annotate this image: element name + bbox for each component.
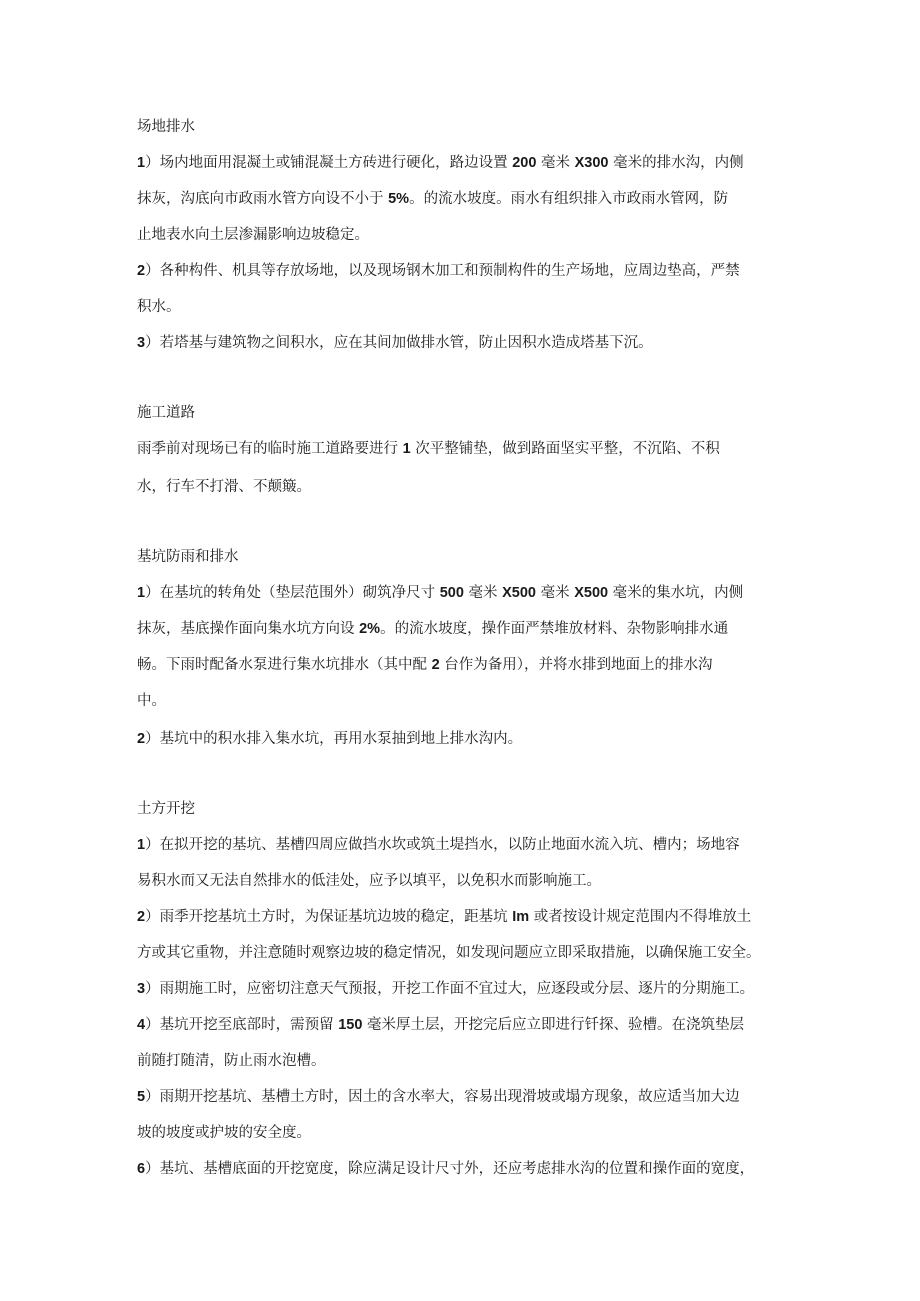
- section-heading: 土方开挖: [137, 801, 195, 817]
- paragraph-line: 1）在拟开挖的基坑、基槽四周应做挡水坎或筑土堤挡水，以防止地面水流入坑、槽内；场地容: [137, 837, 740, 853]
- paragraph-line: 止地表水向土层渗漏影响边坡稳定。: [137, 227, 369, 243]
- paragraph-line: 2）雨季开挖基坑土方时，为保证基坑边坡的稳定，距基坑 Im 或者按设计规定范围内不得堆放土: [137, 909, 752, 925]
- paragraph-line: 1）场内地面用混凝土或铺混凝土方砖进行硬化，路边设置 200 毫米 X300 毫米的排水沟，内侧: [137, 155, 744, 171]
- paragraph-line: 畅。下雨时配备水泵进行集水坑排水（其中配 2 台作为备用），并将水排到地面上的排水沟: [137, 657, 713, 673]
- paragraph-line: 前随打随清，防止雨水泡槽。: [137, 1053, 326, 1069]
- paragraph-line: 3）雨期施工时，应密切注意天气预报，开挖工作面不宜过大，应逐段或分层、逐片的分期施工。: [137, 981, 755, 997]
- paragraph-line: 2）基坑中的积水排入集水坑，再用水泵抽到地上排水沟内。: [137, 731, 523, 747]
- paragraph-line: 2）各种构件、机具等存放场地，以及现场钢木加工和预制构件的生产场地，应周边垫高，严禁: [137, 263, 740, 279]
- paragraph-line: 方或其它重物，并注意随时观察边坡的稳定情况，如发现问题应立即采取措施，以确保施工安全。: [137, 945, 761, 961]
- paragraph-line: 积水。: [137, 299, 181, 315]
- paragraph-line: 易积水而又无法自然排水的低洼处，应予以填平，以免积水而影响施工。: [137, 873, 601, 889]
- paragraph-line: 坡的坡度或护坡的安全度。: [137, 1125, 311, 1141]
- paragraph-line: 雨季前对现场已有的临时施工道路要进行 1 次平整铺垫，做到路面坚实平整，不沉陷、不积: [137, 441, 720, 457]
- paragraph-line: 抹灰，基底操作面向集水坑方向设 2%。的流水坡度，操作面严禁堆放材料、杂物影响排水通: [137, 621, 729, 637]
- paragraph-line: 1）在基坑的转角处（垫层范围外）砌筑净尺寸 500 毫米 X500 毫米 X500 毫米的集水坑，内侧: [137, 585, 744, 601]
- paragraph-line: 5）雨期开挖基坑、基槽土方时，因土的含水率大，容易出现滑坡或塌方现象，故应适当加大边: [137, 1089, 740, 1105]
- section-heading: 施工道路: [137, 405, 195, 421]
- paragraph-line: 抹灰，沟底向市政雨水管方向设不小于 5%。的流水坡度。雨水有组织排入市政雨水管网，防: [137, 191, 729, 207]
- paragraph-line: 6）基坑、基槽底面的开挖宽度，除应满足设计尺寸外，还应考虑排水沟的位置和操作面的宽度，: [137, 1161, 755, 1177]
- section-heading: 基坑防雨和排水: [137, 549, 239, 565]
- paragraph-line: 4）基坑开挖至底部时，需预留 150 毫米厚土层，开挖完后应立即进行钎探、验槽。在浇筑垫层: [137, 1017, 744, 1033]
- paragraph-line: 中。: [137, 693, 166, 709]
- section-heading: 场地排水: [137, 119, 195, 135]
- paragraph-line: 3）若塔基与建筑物之间积水，应在其间加做排水管，防止因积水造成塔基下沉。: [137, 335, 653, 351]
- paragraph-line: 水，行车不打滑、不颠簸。: [137, 479, 311, 495]
